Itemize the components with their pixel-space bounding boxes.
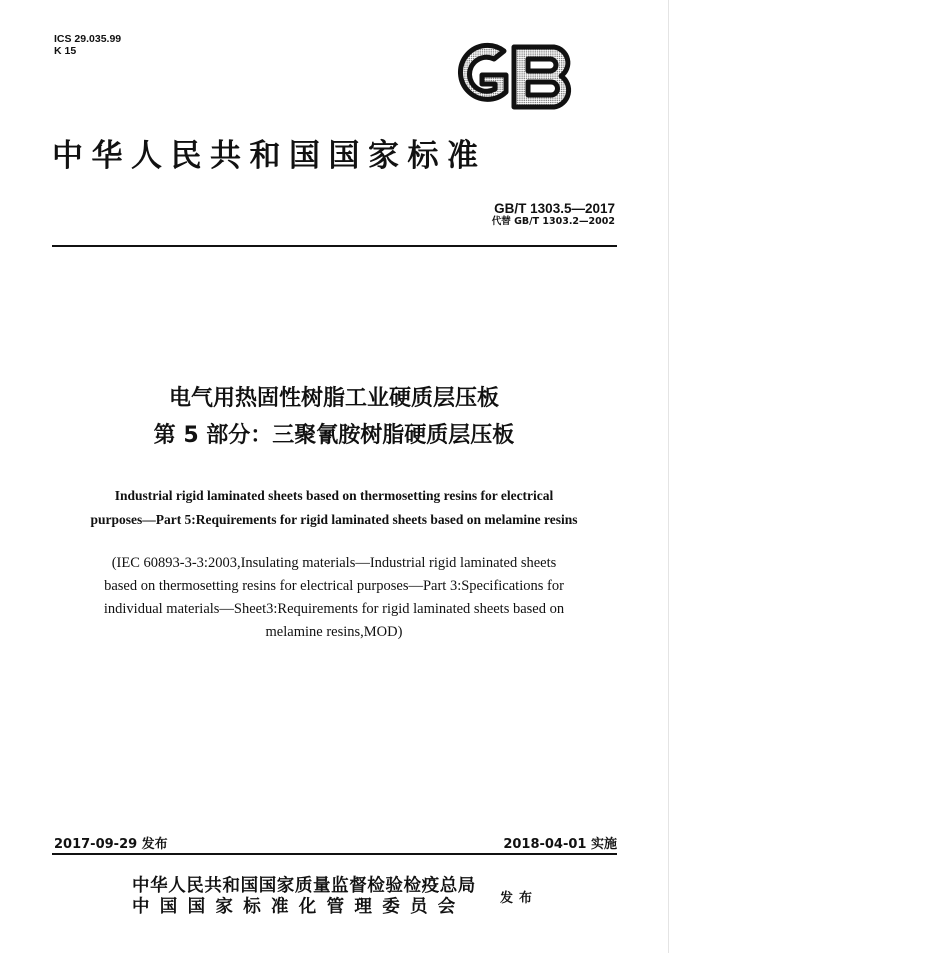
- title-en-line: Industrial rigid laminated sheets based on thermosetting resins for electrical: [114, 488, 554, 503]
- class-code: K 15: [54, 45, 77, 57]
- iec-reference: [40, 552, 628, 644]
- header-rule: [52, 245, 617, 247]
- standard-number: GB/T 1303.5—2017: [494, 201, 615, 216]
- standard-number-block: [492, 201, 615, 228]
- iec-line: individual materials—Sheet3:Requirements for rigid laminated sheets based on: [103, 601, 565, 617]
- issuer-line: 中国国家标准化管理委员会: [132, 897, 466, 917]
- issuer-line: 中华人民共和国国家质量监督检验检疫总局: [132, 876, 476, 896]
- replaces-note: 代替 GB/T 1303.2—2002: [491, 216, 615, 227]
- publish-date: 2017-09-29 发布: [54, 837, 168, 852]
- viewer-background: [669, 0, 950, 953]
- standard-title: 中华人民共和国国家标准: [52, 138, 487, 174]
- issue-word: 发布: [500, 891, 539, 906]
- ics-code-block: [54, 33, 121, 57]
- title-en: [40, 484, 628, 532]
- issuer-block: [132, 876, 476, 918]
- footer-rule: [52, 853, 617, 855]
- title-cn: [0, 380, 668, 454]
- iec-line: based on thermosetting resins for electrical purposes—Part 3:Specifications for: [104, 578, 564, 594]
- title-en-line: purposes—Part 5:Requirements for rigid laminated sheets based on melamine resins: [90, 512, 578, 527]
- iec-line: (IEC 60893-3-3:2003,Insulating materials—Industrial rigid laminated sheets: [111, 555, 557, 571]
- title-cn-line: 第 5 部分：三聚氰胺树脂硬质层压板: [153, 423, 515, 448]
- gb-logo: [444, 42, 580, 112]
- title-cn-line: 电气用热固性树脂工业硬质层压板: [168, 386, 499, 411]
- iec-line: melamine resins,MOD): [265, 624, 403, 640]
- ics-code: ICS 29.035.99: [54, 33, 122, 45]
- implement-date: 2018-04-01 实施: [503, 837, 617, 852]
